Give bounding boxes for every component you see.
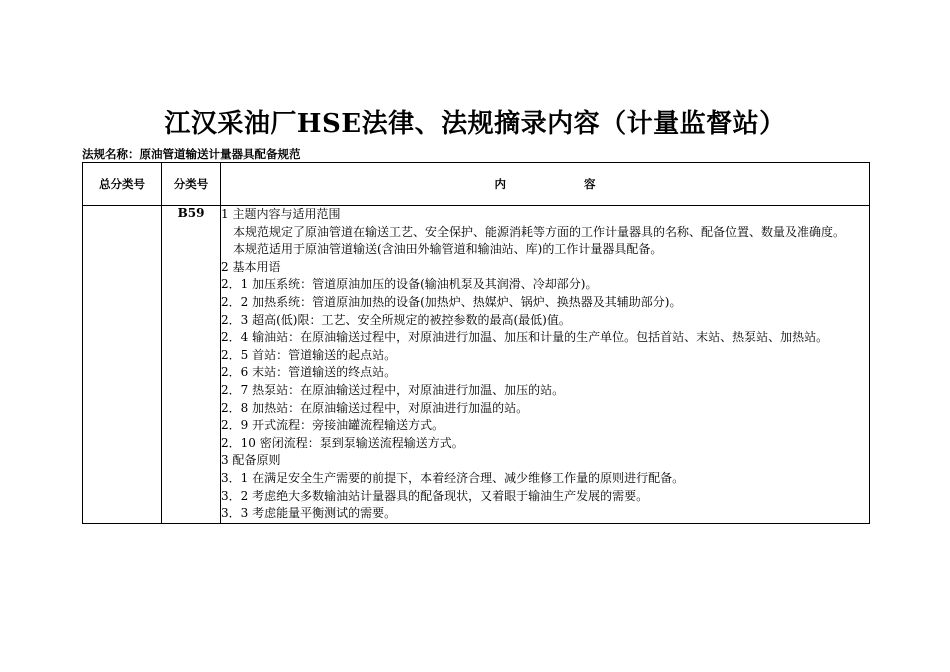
content-line: 2．7 热泵站：在原油输送过程中，对原油进行加温、加压的站。: [221, 382, 565, 397]
page-title: 江汉采油厂HSE法律、法规摘录内容（计量监督站）: [164, 109, 786, 139]
content-line: 2．2 加热系统：管道原油加热的设备(加热炉、热媒炉、锅炉、换热器及其辅助部分)。: [221, 294, 682, 309]
content-line: 2．8 加热站：在原油输送过程中，对原油进行加温的站。: [221, 400, 529, 415]
row-content: [221, 206, 870, 524]
row-total-category: [83, 206, 162, 524]
header-content: [221, 163, 870, 206]
content-line: 2．4 输油站：在原油输送过程中，对原油进行加温、加压和计量的生产单位。包括首站、末站、热泵站、加热站。: [221, 330, 829, 345]
table-row: [83, 206, 870, 524]
content-line: 3．2 考虑绝大多数输油站计量器具的配备现状，又着眼于输油生产发展的需要。: [221, 488, 649, 503]
content-line: 2．1 加压系统：管道原油加压的设备(输油机泵及其润滑、冷却部分)。: [221, 277, 598, 292]
content-line: 3．3 考虑能量平衡测试的需要。: [221, 506, 397, 521]
content-line: 3．1 在满足安全生产需要的前提下，本着经济合理、减少维修工作量的原则进行配备。: [221, 470, 685, 485]
content-line: 本规范规定了原油管道在输送工艺、安全保护、能源消耗等方面的工作计量器具的名称、配备位置、数量及准确度。: [233, 224, 846, 239]
content-line: 2 基本用语: [221, 259, 281, 274]
content-line: 2．10 密闭流程：泵到泵输送流程输送方式。: [221, 435, 464, 450]
row-sub-category: B59: [162, 206, 221, 524]
content-line: 3 配备原则: [221, 453, 281, 468]
regulation-name-value: 原油管道输送计量器具配备规范: [139, 147, 301, 161]
content-line: 本规范适用于原油管道输送(含油田外输管道和输油站、库)的工作计量器具配备。: [233, 242, 663, 257]
regulation-table: [82, 162, 870, 524]
regulation-name-label: 法规名称：: [82, 147, 140, 161]
content-line: 2．3 超高(低)限：工艺、安全所规定的被控参数的最高(最低)值。: [221, 312, 571, 327]
header-content-char1: 内: [494, 177, 506, 191]
content-line: 2．5 首站：管道输送的起点站。: [221, 347, 397, 362]
table-header-row: [83, 163, 870, 206]
content-line: 2．9 开式流程：旁接油罐流程输送方式。: [221, 418, 445, 433]
content-line: 1 主题内容与适用范围: [221, 207, 341, 221]
content-line: 2．6 末站：管道输送的终点站。: [221, 365, 397, 380]
header-sub-category: 分类号: [162, 163, 221, 206]
regulation-name-line: [82, 146, 301, 162]
header-content-char2: 容: [584, 177, 596, 191]
header-total-category: 总分类号: [83, 163, 162, 206]
